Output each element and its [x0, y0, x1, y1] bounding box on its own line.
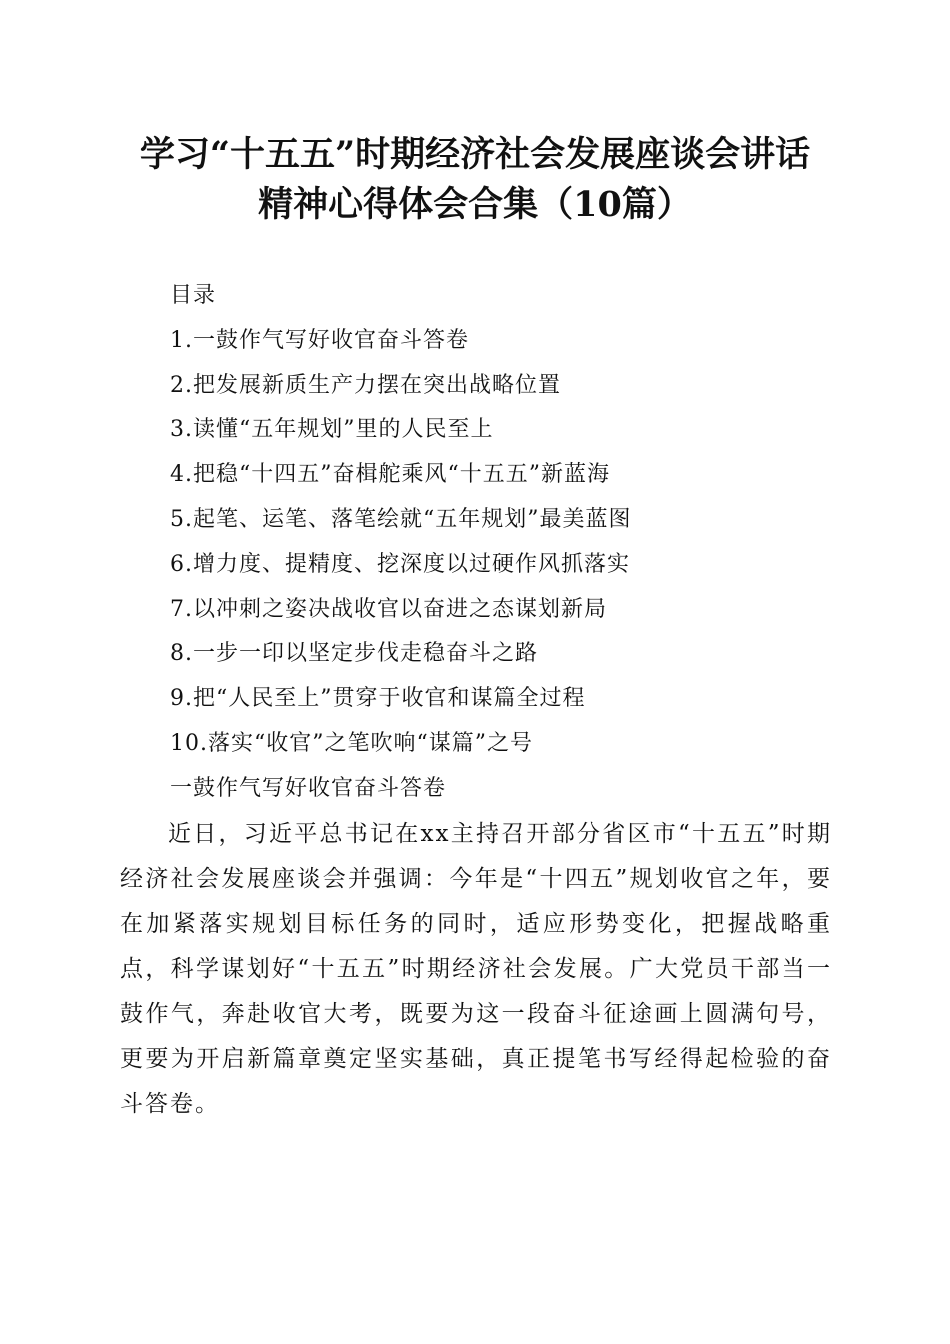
toc-heading: 目录	[170, 283, 217, 308]
document-title	[100, 130, 850, 230]
toc-item-9: 9.把“人民至上”贯穿于收官和谋篇全过程	[170, 686, 586, 712]
toc-item-1: 1.一鼓作气写好收官奋斗答卷	[170, 327, 469, 353]
title-line-1: 学习“十五五”时期经济社会发展座谈会讲话	[139, 134, 811, 175]
toc-item-3: 3.读懂“五年规划”里的人民至上	[170, 417, 494, 443]
toc-item-6: 6.增力度、提精度、挖深度以过硬作风抓落实	[170, 551, 630, 577]
title-line-2: 精神心得体会合集（10篇）	[258, 184, 692, 225]
toc-item-2: 2.把发展新质生产力摆在突出战略位置	[170, 372, 561, 398]
toc-item-5: 5.起笔、运笔、落笔绘就“五年规划”最美蓝图	[170, 506, 632, 532]
toc-item-4: 4.把稳“十四五”奋楫舵乘风“十五五”新蓝海	[170, 462, 610, 488]
body-paragraph: 近日，习近平总书记在xx主持召开部分省区市“十五五”时期经济社会发展座谈会并强调：今年是“十四五”规划收官之年，要在加紧落实规划目标任务的同时，适应形势变化，把握战略重点，科学谋划好“十五五”时期经济社会发展。广大党员干部当一鼓作气，奔赴收官大考，既要为这一段奋斗征途画上圆满句号，更要为开启新篇章奠定坚实基础，真正提笔书写经得起检验的奋斗答卷。	[120, 821, 832, 1117]
table-of-contents	[170, 274, 850, 812]
section-heading: 一鼓作气写好收官奋斗答卷	[170, 775, 447, 801]
toc-item-10: 10.落实“收官”之笔吹响“谋篇”之号	[170, 730, 533, 756]
toc-item-8: 8.一步一印以坚定步伐走稳奋斗之路	[170, 641, 538, 667]
toc-item-7: 7.以冲刺之姿决战收官以奋进之态谋划新局	[170, 596, 607, 622]
